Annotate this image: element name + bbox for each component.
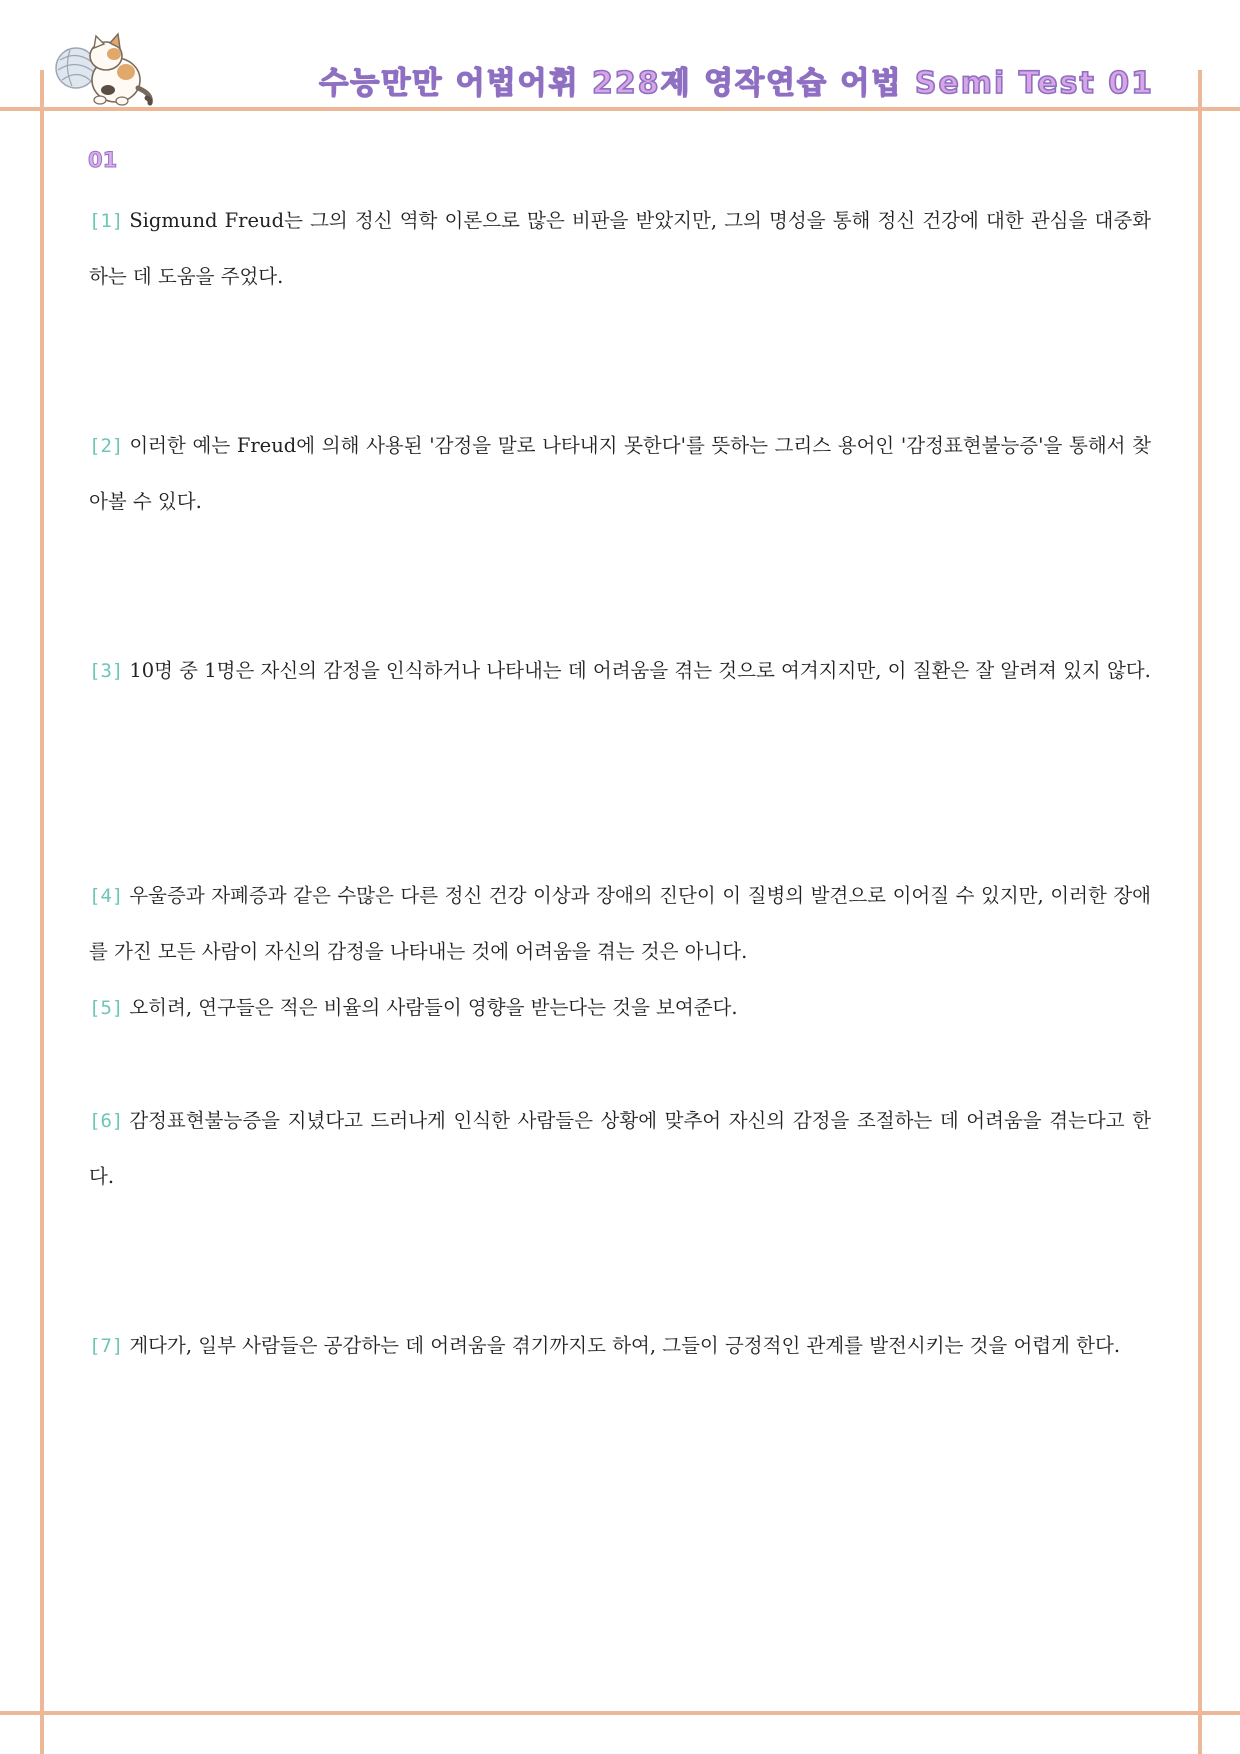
sentence-marker: [1] [89,210,124,232]
sentence-4 [89,868,1151,980]
sentence-text: 10명 중 1명은 자신의 감정을 인식하거나 나타내는 데 어려움을 겪는 것으로 여겨지지만, 이 질환은 잘 알려져 있지 않다. [129,659,1151,682]
sentence-text: 우울증과 자폐증과 같은 수많은 다른 정신 건강 이상과 장애의 진단이 이 질병의 발견으로 이어질 수 있지만, 이러한 장애를 가진 모든 사람이 자신의 감정을 나타내는 것에 어려움을 겪는 것은 아니다. [89,884,1151,963]
sentence-text: 이러한 예는 Freud에 의해 사용된 '감정을 말로 나타내지 못한다'를 뜻하는 그리스 용어인 '감정표현불능증'을 통해서 찾아볼 수 있다. [89,434,1151,513]
page-border-left [40,70,44,1754]
sentence-text: 감정표현불능증을 지녔다고 드러나게 인식한 사람들은 상황에 맞추어 자신의 감정을 조절하는 데 어려움을 겪는다고 한다. [89,1109,1151,1188]
sentence-marker: [4] [89,885,124,907]
sentence-text: 오히려, 연구들은 적은 비율의 사람들이 영향을 받는다는 것을 보여준다. [129,996,738,1019]
sentence-6 [89,1093,1151,1205]
question-number: 01 [88,148,118,172]
sentence-marker: [3] [89,660,124,682]
header-divider [0,107,1240,111]
footer-divider [0,1711,1240,1715]
page-title: 수능만만 어법어휘 228제 영작연습 어법 Semi Test 01 [319,66,1154,101]
cat-mascot-icon [50,28,158,108]
sentence-7 [89,1318,1151,1374]
sentence-5 [89,980,1151,1036]
page-border-right [1198,70,1202,1754]
sentence-3 [89,643,1151,699]
sentence-text: 게다가, 일부 사람들은 공감하는 데 어려움을 겪기까지도 하여, 그들이 긍정적인 관계를 발전시키는 것을 어렵게 한다. [129,1334,1121,1357]
sentence-2 [89,418,1151,530]
sentence-marker: [6] [89,1110,124,1132]
sentence-marker: [7] [89,1335,124,1357]
sentence-marker: [5] [89,997,124,1019]
sentence-marker: [2] [89,435,124,457]
sentence-text: Sigmund Freud는 그의 정신 역학 이론으로 많은 비판을 받았지만, 그의 명성을 통해 정신 건강에 대한 관심을 대중화하는 데 도움을 주었다. [89,209,1151,288]
sentence-1 [89,193,1151,305]
